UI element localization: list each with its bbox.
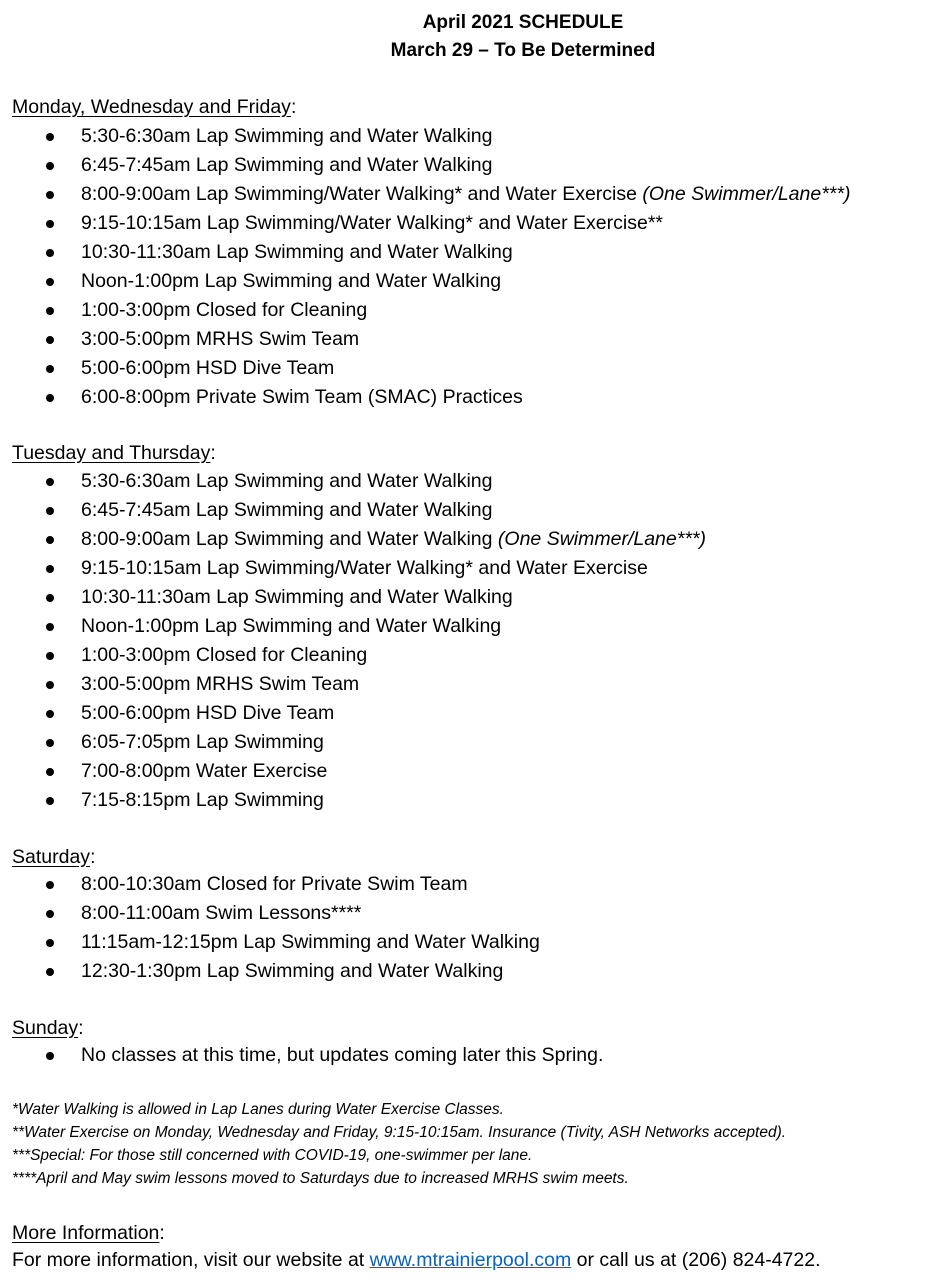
schedule-item [0,209,850,238]
section-heading-saturday: Saturday: [12,846,96,868]
schedule-item-text: 6:05-7:05pm Lap Swimming [81,731,324,753]
schedule-item-text: 9:15-10:15am Lap Swimming/Water Walking* and Water Exercise [81,557,648,579]
schedule-item [0,899,540,928]
schedule-item-text: 1:00-3:00pm Closed for Cleaning [81,299,368,321]
contact-line [12,1248,821,1272]
schedule-item-text: 12:30-1:30pm Lap Swimming and Water Walking [81,960,504,982]
contact-prefix: For more information, visit our website at [12,1249,370,1271]
schedule-item-text: 8:00-9:00am Lap Swimming and Water Walking [81,528,498,550]
schedule-item [0,296,850,325]
schedule-item-text: 6:45-7:45am Lap Swimming and Water Walking [81,154,493,176]
schedule-item [0,122,850,151]
footnote: ****April and May swim lessons moved to Saturdays due to increased MRHS swim meets. [12,1170,629,1187]
schedule-item-text: 3:00-5:00pm MRHS Swim Team [81,673,360,695]
schedule-item-text: 5:30-6:30am Lap Swimming and Water Walking [81,125,493,147]
schedule-item-text: 7:00-8:00pm Water Exercise [81,760,328,782]
page-subtitle: March 29 – To Be Determined [390,40,656,61]
schedule-item [0,670,706,699]
schedule-item-text: 5:30-6:30am Lap Swimming and Water Walking [81,470,493,492]
schedule-item [0,525,706,554]
schedule-item-text: 10:30-11:30am Lap Swimming and Water Walking [81,586,513,608]
schedule-item-text: 7:15-8:15pm Lap Swimming [81,789,324,811]
section-heading-more-info: More Information: [12,1222,165,1244]
schedule-list-tt [0,467,706,815]
schedule-item [0,928,540,957]
section-heading-sunday: Sunday: [12,1017,84,1039]
schedule-item [0,583,706,612]
schedule-item-text: No classes at this time, but updates coming later this Spring. [81,1044,604,1066]
schedule-item [0,238,850,267]
contact-suffix: or call us at (206) 824-4722. [571,1249,821,1271]
schedule-item-text: 6:00-8:00pm Private Swim Team (SMAC) Practices [81,386,523,408]
schedule-item [0,612,706,641]
schedule-item-text: 5:00-6:00pm HSD Dive Team [81,357,335,379]
website-link[interactable]: www.mtrainierpool.com [369,1249,572,1271]
schedule-item [0,180,850,209]
schedule-item-text: 1:00-3:00pm Closed for Cleaning [81,644,368,666]
schedule-list-mwf [0,122,850,412]
schedule-item [0,699,706,728]
section-heading-tt: Tuesday and Thursday: [12,442,216,464]
footnote: **Water Exercise on Monday, Wednesday and Friday, 9:15-10:15am. Insurance (Tivity, ASH Networks accepted). [12,1124,787,1141]
schedule-item-note: (One Swimmer/Lane***) [497,528,706,550]
schedule-item-text: 5:00-6:00pm HSD Dive Team [81,702,335,724]
schedule-item [0,467,706,496]
schedule-item-text: 6:45-7:45am Lap Swimming and Water Walking [81,499,493,521]
schedule-item [0,641,706,670]
section-heading-mwf: Monday, Wednesday and Friday: [12,96,297,118]
schedule-item [0,957,540,986]
schedule-item-text: 8:00-11:00am Swim Lessons**** [81,902,362,924]
schedule-item [0,325,850,354]
footnotes [12,1098,786,1190]
schedule-item-text: 10:30-11:30am Lap Swimming and Water Walking [81,241,513,263]
schedule-item-text: 8:00-10:30am Closed for Private Swim Team [81,873,468,895]
schedule-item [0,554,706,583]
schedule-item [0,1041,603,1070]
schedule-item [0,496,706,525]
page-title: April 2021 SCHEDULE [422,12,624,33]
schedule-item [0,383,850,412]
schedule-item [0,267,850,296]
schedule-item-text: Noon-1:00pm Lap Swimming and Water Walking [81,615,502,637]
schedule-item [0,151,850,180]
schedule-item-text: 8:00-9:00am Lap Swimming/Water Walking* and Water Exercise [81,183,643,205]
schedule-item [0,870,540,899]
footnote: ***Special: For those still concerned with COVID-19, one-swimmer per lane. [12,1147,533,1164]
schedule-item [0,786,706,815]
schedule-list-sunday [0,1041,603,1070]
schedule-item-text: 11:15am-12:15pm Lap Swimming and Water Walking [81,931,540,953]
schedule-item [0,728,706,757]
schedule-item [0,757,706,786]
schedule-item [0,354,850,383]
schedule-item-text: 9:15-10:15am Lap Swimming/Water Walking* and Water Exercise** [81,212,663,234]
schedule-list-saturday [0,870,540,986]
footnote: *Water Walking is allowed in Lap Lanes during Water Exercise Classes. [12,1101,504,1118]
schedule-item-text: Noon-1:00pm Lap Swimming and Water Walking [81,270,502,292]
schedule-item-note: (One Swimmer/Lane***) [642,183,851,205]
schedule-item-text: 3:00-5:00pm MRHS Swim Team [81,328,360,350]
